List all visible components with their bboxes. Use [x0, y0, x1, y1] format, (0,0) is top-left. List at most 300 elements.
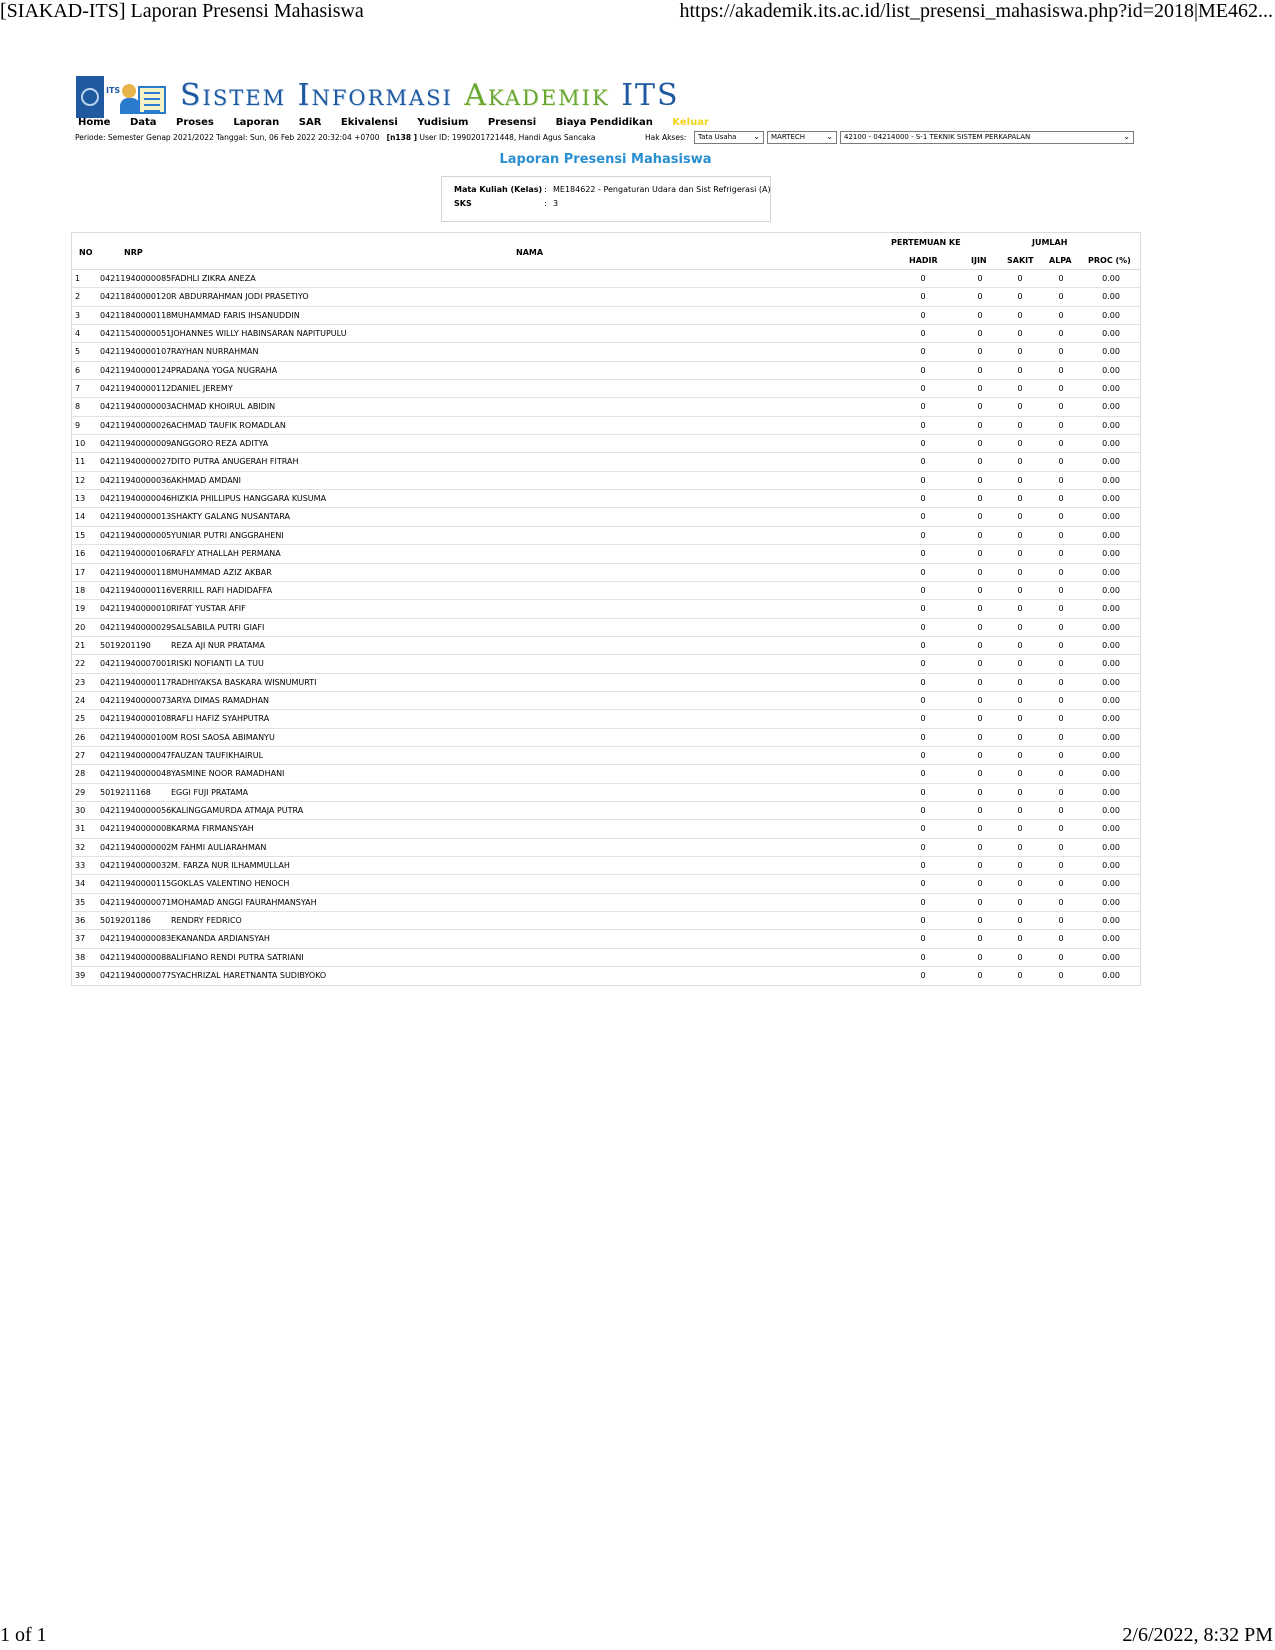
cell-nrp: 04211940000029 — [100, 622, 172, 632]
cell-proc: 0.00 — [1102, 439, 1120, 449]
cell-no: 22 — [75, 659, 86, 669]
cell-sakit: 0 — [1017, 879, 1023, 889]
cell-proc: 0.00 — [1102, 567, 1120, 577]
cell-hadir: 0 — [920, 292, 926, 302]
cell-ijin: 0 — [977, 787, 983, 797]
page-title: Laporan Presensi Mahasiswa — [499, 152, 712, 167]
cell-alpa: 0 — [1058, 879, 1064, 889]
cell-nama: SALSABILA PUTRI GIAFI — [171, 622, 265, 632]
cell-nrp: 04211940000085 — [100, 274, 172, 283]
cell-proc: 0.00 — [1102, 750, 1120, 760]
cell-sakit: 0 — [1017, 530, 1023, 540]
cell-nama: MOHAMAD ANGGI FAURAHMANSYAH — [171, 897, 317, 907]
cell-alpa: 0 — [1058, 916, 1064, 926]
cell-alpa: 0 — [1058, 585, 1064, 595]
cell-nama: DANIEL JEREMY — [171, 384, 233, 394]
cell-ijin: 0 — [977, 842, 983, 852]
cell-proc: 0.00 — [1102, 934, 1120, 944]
cell-nama: RIFAT YUSTAR AFIF — [171, 604, 246, 614]
unit-select[interactable] — [767, 131, 837, 144]
chevron-down-icon: ⌄ — [1123, 132, 1130, 141]
cell-nama: ACHMAD KHOIRUL ABIDIN — [171, 402, 276, 412]
cell-no: 34 — [75, 879, 86, 889]
cell-proc: 0.00 — [1102, 530, 1120, 540]
cell-hadir: 0 — [920, 659, 926, 669]
cell-alpa: 0 — [1058, 512, 1064, 522]
session-id: [n138 ] — [386, 133, 418, 142]
cell-no: 31 — [75, 824, 86, 834]
cell-hadir: 0 — [920, 439, 926, 449]
cell-sakit: 0 — [1017, 384, 1023, 394]
cell-hadir: 0 — [920, 677, 926, 687]
menu-keluar[interactable]: Keluar — [672, 117, 709, 128]
cell-nrp: 04211940000005 — [100, 530, 172, 540]
header-alpa: ALPA — [1049, 256, 1072, 265]
header-hadir: HADIR — [909, 256, 938, 265]
cell-sakit: 0 — [1017, 494, 1023, 504]
cell-nama: ALIFIANO RENDI PUTRA SATRIANI — [171, 952, 304, 962]
menu-sar[interactable]: SAR — [298, 117, 322, 128]
cell-sakit: 0 — [1017, 439, 1023, 449]
logo-title — [180, 78, 680, 113]
menu-yudisium[interactable]: Yudisium — [417, 117, 469, 128]
cell-no: 1 — [75, 274, 81, 283]
cell-hadir: 0 — [920, 732, 926, 742]
menu-presensi[interactable]: Presensi — [487, 117, 537, 128]
periode-text: Periode: Semester Genap 2021/2022 Tanggal: Sun, 06 Feb 2022 20:32:04 +0700 — [75, 133, 380, 142]
cell-proc: 0.00 — [1102, 475, 1120, 485]
cell-alpa: 0 — [1058, 971, 1064, 981]
table-row — [72, 380, 1140, 398]
cell-nama: JOHANNES WILLY HABINSARAN NAPITUPULU — [171, 329, 347, 339]
cell-no: 33 — [75, 861, 86, 870]
cell-sakit: 0 — [1017, 659, 1023, 669]
cell-hadir: 0 — [920, 971, 926, 981]
cell-sakit: 0 — [1017, 824, 1023, 834]
cell-proc: 0.00 — [1102, 659, 1120, 669]
cell-alpa: 0 — [1058, 292, 1064, 302]
cell-ijin: 0 — [977, 732, 983, 742]
unit-select-value: MARTECH — [771, 133, 806, 141]
cell-nrp: 04211940000124 — [100, 365, 172, 375]
cell-ijin: 0 — [977, 750, 983, 760]
cell-proc: 0.00 — [1102, 494, 1120, 504]
cell-nama: RISKI NOFIANTI LA TUU — [171, 659, 264, 669]
cell-nrp: 04211940000073 — [100, 695, 172, 705]
cell-hadir: 0 — [920, 897, 926, 907]
sks-value: 3 — [553, 199, 559, 208]
table-row — [72, 967, 1140, 985]
cell-nrp: 04211540000051 — [100, 329, 172, 339]
cell-alpa: 0 — [1058, 475, 1064, 485]
cell-ijin: 0 — [977, 861, 983, 870]
cell-ijin: 0 — [977, 659, 983, 669]
chevron-down-icon: ⌄ — [826, 132, 833, 141]
cell-no: 28 — [75, 769, 86, 779]
cell-ijin: 0 — [977, 677, 983, 687]
table-row — [72, 655, 1140, 673]
cell-sakit: 0 — [1017, 971, 1023, 981]
table-row — [72, 875, 1140, 893]
print-page-url: https://akademik.its.ac.id/list_presensi_mahasiswa.php?id=2018|ME462... — [679, 0, 1273, 22]
cell-proc: 0.00 — [1102, 512, 1120, 522]
cell-nrp: 04211940000032 — [100, 861, 172, 870]
cell-hadir: 0 — [920, 567, 926, 577]
table-header — [72, 233, 1140, 270]
its-seal-icon — [76, 76, 104, 118]
cell-ijin: 0 — [977, 512, 983, 522]
table-row — [72, 545, 1140, 563]
table-row — [72, 747, 1140, 765]
cell-alpa: 0 — [1058, 640, 1064, 650]
cell-nama: YUNIAR PUTRI ANGGRAHENI — [171, 530, 284, 540]
hak-akses-label: Hak Akses: — [645, 133, 687, 142]
table-row — [72, 692, 1140, 710]
cell-no: 36 — [75, 916, 86, 926]
table-row — [72, 307, 1140, 325]
menu-home[interactable]: Home — [78, 117, 111, 128]
cell-proc: 0.00 — [1102, 805, 1120, 815]
cell-nrp: 04211940000115 — [100, 879, 172, 889]
cell-nama: ARYA DIMAS RAMADHAN — [171, 695, 270, 705]
cell-proc: 0.00 — [1102, 585, 1120, 595]
cell-nrp: 04211940000047 — [100, 750, 172, 760]
session-info — [75, 133, 595, 142]
cell-nama: M FAHMI AULIARAHMAN — [171, 842, 267, 852]
cell-sakit: 0 — [1017, 695, 1023, 705]
cell-ijin: 0 — [977, 274, 983, 283]
cell-nrp: 04211940000056 — [100, 805, 172, 815]
cell-no: 5 — [75, 347, 81, 357]
course-value: ME184622 - Pengaturan Udara dan Sist Refrigerasi (A) — [553, 185, 771, 194]
main-menu — [78, 117, 725, 128]
cell-nama: FADHLI ZIKRA ANEZA — [171, 274, 256, 283]
cell-alpa: 0 — [1058, 604, 1064, 614]
cell-nrp: 04211940000071 — [100, 897, 172, 907]
cell-nrp: 04211940000048 — [100, 769, 172, 779]
cell-nrp: 04211940000118 — [100, 567, 172, 577]
cell-no: 12 — [75, 475, 86, 485]
cell-ijin: 0 — [977, 402, 983, 412]
cell-hadir: 0 — [920, 640, 926, 650]
cell-ijin: 0 — [977, 365, 983, 375]
cell-nama: ACHMAD TAUFIK ROMADLAN — [171, 420, 286, 430]
cell-nrp: 04211940000108 — [100, 714, 172, 724]
cell-nrp: 04211940000100 — [100, 732, 172, 742]
cell-proc: 0.00 — [1102, 347, 1120, 357]
table-row — [72, 564, 1140, 582]
cell-sakit: 0 — [1017, 310, 1023, 320]
prodi-select-value: 42100 - 04214000 - S-1 TEKNIK SISTEM PERKAPALAN — [844, 133, 1031, 141]
cell-sakit: 0 — [1017, 420, 1023, 430]
logo-title-main: Sistem Informasi — [180, 78, 465, 113]
course-label: Mata Kuliah (Kelas) — [454, 185, 543, 194]
cell-ijin: 0 — [977, 530, 983, 540]
cell-hadir: 0 — [920, 604, 926, 614]
cell-no: 29 — [75, 787, 86, 797]
cell-hadir: 0 — [920, 787, 926, 797]
header-proc: PROC (%) — [1088, 256, 1131, 265]
menu-ekivalensi[interactable]: Ekivalensi — [340, 117, 398, 128]
header-ijin: IJIN — [971, 256, 987, 265]
cell-ijin: 0 — [977, 879, 983, 889]
cell-no: 37 — [75, 934, 86, 944]
print-page-number: 1 of 1 — [0, 1624, 47, 1646]
cell-no: 19 — [75, 604, 86, 614]
cell-proc: 0.00 — [1102, 457, 1120, 467]
cell-nama: GOKLAS VALENTINO HENOCH — [171, 879, 290, 889]
cell-ijin: 0 — [977, 622, 983, 632]
cell-no: 21 — [75, 640, 86, 650]
role-select[interactable] — [694, 131, 764, 144]
cell-proc: 0.00 — [1102, 971, 1120, 981]
cell-no: 27 — [75, 750, 86, 760]
cell-no: 4 — [75, 329, 81, 339]
table-body — [72, 270, 1140, 985]
table-row — [72, 600, 1140, 618]
cell-sakit: 0 — [1017, 512, 1023, 522]
table-row — [72, 894, 1140, 912]
cell-ijin: 0 — [977, 714, 983, 724]
cell-nama: RENDRY FEDRICO — [171, 916, 242, 926]
cell-ijin: 0 — [977, 310, 983, 320]
cell-no: 10 — [75, 439, 86, 449]
cell-nama: R ABDURRAHMAN JODI PRASETIYO — [171, 292, 309, 302]
cell-sakit: 0 — [1017, 567, 1023, 577]
cell-nama: RADHIYAKSA BASKARA WISNUMURTI — [171, 677, 317, 687]
cell-proc: 0.00 — [1102, 402, 1120, 412]
cell-no: 9 — [75, 420, 81, 430]
cell-ijin: 0 — [977, 567, 983, 577]
cell-no: 7 — [75, 384, 81, 394]
cell-sakit: 0 — [1017, 347, 1023, 357]
cell-proc: 0.00 — [1102, 384, 1120, 394]
cell-alpa: 0 — [1058, 659, 1064, 669]
menu-laporan[interactable]: Laporan — [233, 117, 280, 128]
cell-proc: 0.00 — [1102, 329, 1120, 339]
cell-sakit: 0 — [1017, 861, 1023, 870]
cell-sakit: 0 — [1017, 805, 1023, 815]
cell-proc: 0.00 — [1102, 365, 1120, 375]
cell-no: 23 — [75, 677, 86, 687]
cell-nrp: 04211940000106 — [100, 549, 172, 559]
table-row — [72, 288, 1140, 306]
cell-hadir: 0 — [920, 934, 926, 944]
cell-sakit: 0 — [1017, 916, 1023, 926]
cell-ijin: 0 — [977, 934, 983, 944]
cell-no: 20 — [75, 622, 86, 632]
cell-nama: RAYHAN NURRAHMAN — [171, 347, 259, 357]
menu-data[interactable]: Data — [129, 117, 157, 128]
cell-alpa: 0 — [1058, 310, 1064, 320]
cell-alpa: 0 — [1058, 897, 1064, 907]
cell-nama: YASMINE NOOR RAMADHANI — [171, 769, 285, 779]
cell-ijin: 0 — [977, 494, 983, 504]
cell-proc: 0.00 — [1102, 952, 1120, 962]
cell-ijin: 0 — [977, 329, 983, 339]
cell-nama: MUHAMMAD FARIS IHSANUDDIN — [171, 310, 300, 320]
cell-nrp: 04211940000026 — [100, 420, 172, 430]
cell-ijin: 0 — [977, 769, 983, 779]
cell-nrp: 04211940000107 — [100, 347, 172, 357]
cell-nrp: 04211940000046 — [100, 494, 172, 504]
cell-hadir: 0 — [920, 714, 926, 724]
cell-hadir: 0 — [920, 549, 926, 559]
cell-hadir: 0 — [920, 347, 926, 357]
cell-sakit: 0 — [1017, 549, 1023, 559]
role-select-value: Tata Usaha — [698, 133, 737, 141]
print-page-title: [SIAKAD-ITS] Laporan Presensi Mahasiswa — [0, 0, 364, 22]
cell-alpa: 0 — [1058, 952, 1064, 962]
cell-nama: KARMA FIRMANSYAH — [171, 824, 254, 834]
cell-sakit: 0 — [1017, 622, 1023, 632]
cell-alpa: 0 — [1058, 274, 1064, 283]
header-nama: NAMA — [516, 248, 544, 257]
cell-proc: 0.00 — [1102, 824, 1120, 834]
cell-alpa: 0 — [1058, 494, 1064, 504]
table-row — [72, 802, 1140, 820]
cell-nrp: 5019211168 — [100, 787, 151, 797]
cell-nrp: 04211940000117 — [100, 677, 172, 687]
cell-alpa: 0 — [1058, 384, 1064, 394]
cell-nama: KALINGGAMURDA ATMAJA PUTRA — [171, 805, 304, 815]
cell-proc: 0.00 — [1102, 640, 1120, 650]
cell-hadir: 0 — [920, 530, 926, 540]
cell-hadir: 0 — [920, 329, 926, 339]
menu-proses[interactable]: Proses — [176, 117, 214, 128]
cell-hadir: 0 — [920, 879, 926, 889]
cell-alpa: 0 — [1058, 750, 1064, 760]
cell-alpa: 0 — [1058, 347, 1064, 357]
logo-its-label: ITS — [106, 86, 121, 95]
cell-nama: MUHAMMAD AZIZ AKBAR — [171, 567, 272, 577]
cell-proc: 0.00 — [1102, 732, 1120, 742]
cell-nrp: 04211940000112 — [100, 384, 172, 394]
cell-ijin: 0 — [977, 475, 983, 485]
print-footer — [0, 1624, 1275, 1650]
cell-hadir: 0 — [920, 310, 926, 320]
table-row — [72, 435, 1140, 453]
cell-nama: RAFLY ATHALLAH PERMANA — [171, 549, 281, 559]
cell-ijin: 0 — [977, 971, 983, 981]
cell-alpa: 0 — [1058, 769, 1064, 779]
cell-proc: 0.00 — [1102, 677, 1120, 687]
cell-ijin: 0 — [977, 347, 983, 357]
table-row — [72, 784, 1140, 802]
cell-hadir: 0 — [920, 824, 926, 834]
cell-nama: AKHMAD AMDANI — [171, 475, 242, 485]
cell-hadir: 0 — [920, 622, 926, 632]
cell-nama: FAUZAN TAUFIKHAIRUL — [171, 750, 264, 760]
cell-alpa: 0 — [1058, 732, 1064, 742]
cell-ijin: 0 — [977, 604, 983, 614]
table-row — [72, 362, 1140, 380]
cell-no: 35 — [75, 897, 86, 907]
cell-no: 26 — [75, 732, 86, 742]
cell-no: 17 — [75, 567, 86, 577]
cell-proc: 0.00 — [1102, 622, 1120, 632]
cell-no: 2 — [75, 292, 81, 302]
cell-nrp: 04211940000077 — [100, 971, 172, 981]
prodi-select[interactable] — [840, 131, 1134, 144]
cell-hadir: 0 — [920, 769, 926, 779]
cell-sakit: 0 — [1017, 897, 1023, 907]
table-row — [72, 490, 1140, 508]
cell-nrp: 5019201186 — [100, 916, 151, 926]
cell-ijin: 0 — [977, 805, 983, 815]
cell-sakit: 0 — [1017, 842, 1023, 852]
cell-hadir: 0 — [920, 861, 926, 870]
table-row — [72, 270, 1140, 288]
cell-nrp: 04211840000120 — [100, 292, 172, 302]
cell-nrp: 04211940000116 — [100, 585, 172, 595]
user-info: User ID: 1990201721448, Handi Agus Sancaka — [419, 133, 596, 142]
menu-biaya-pendidikan[interactable]: Biaya Pendidikan — [555, 117, 653, 128]
table-row — [72, 930, 1140, 948]
sks-label: SKS — [454, 199, 472, 208]
table-row — [72, 912, 1140, 930]
chevron-down-icon: ⌄ — [753, 132, 760, 141]
cell-sakit: 0 — [1017, 934, 1023, 944]
cell-nrp: 04211940000010 — [100, 604, 172, 614]
cell-hadir: 0 — [920, 952, 926, 962]
cell-sakit: 0 — [1017, 585, 1023, 595]
cell-nama: EKANANDA ARDIANSYAH — [171, 934, 270, 944]
cell-alpa: 0 — [1058, 714, 1064, 724]
table-row — [72, 857, 1140, 875]
table-row — [72, 820, 1140, 838]
cell-nama: M. FARZA NUR ILHAMMULLAH — [171, 861, 290, 870]
cell-hadir: 0 — [920, 512, 926, 522]
cell-no: 8 — [75, 402, 81, 412]
cell-nrp: 04211940000083 — [100, 934, 172, 944]
cell-hadir: 0 — [920, 750, 926, 760]
cell-hadir: 0 — [920, 274, 926, 283]
logo-icons — [76, 76, 170, 118]
cell-ijin: 0 — [977, 952, 983, 962]
cell-ijin: 0 — [977, 384, 983, 394]
cell-alpa: 0 — [1058, 824, 1064, 834]
cell-alpa: 0 — [1058, 805, 1064, 815]
cell-nrp: 5019201190 — [100, 640, 151, 650]
header-nrp: NRP — [124, 248, 143, 257]
student-card-icon — [120, 80, 168, 116]
cell-alpa: 0 — [1058, 402, 1064, 412]
cell-sakit: 0 — [1017, 274, 1023, 283]
sks-row: SKS : 3 — [454, 199, 559, 208]
table-row — [72, 343, 1140, 361]
cell-ijin: 0 — [977, 916, 983, 926]
table-row — [72, 508, 1140, 526]
cell-ijin: 0 — [977, 292, 983, 302]
cell-sakit: 0 — [1017, 787, 1023, 797]
cell-alpa: 0 — [1058, 439, 1064, 449]
cell-sakit: 0 — [1017, 292, 1023, 302]
cell-ijin: 0 — [977, 439, 983, 449]
cell-nama: HIZKIA PHILLIPUS HANGGARA KUSUMA — [171, 494, 327, 504]
table-row — [72, 949, 1140, 967]
cell-nrp: 04211840000118 — [100, 310, 172, 320]
table-row — [72, 765, 1140, 783]
cell-alpa: 0 — [1058, 677, 1064, 687]
cell-nrp: 04211940000027 — [100, 457, 172, 467]
cell-hadir: 0 — [920, 695, 926, 705]
cell-alpa: 0 — [1058, 530, 1064, 540]
cell-no: 15 — [75, 530, 86, 540]
cell-nrp: 04211940000088 — [100, 952, 172, 962]
cell-hadir: 0 — [920, 916, 926, 926]
table-row — [72, 710, 1140, 728]
